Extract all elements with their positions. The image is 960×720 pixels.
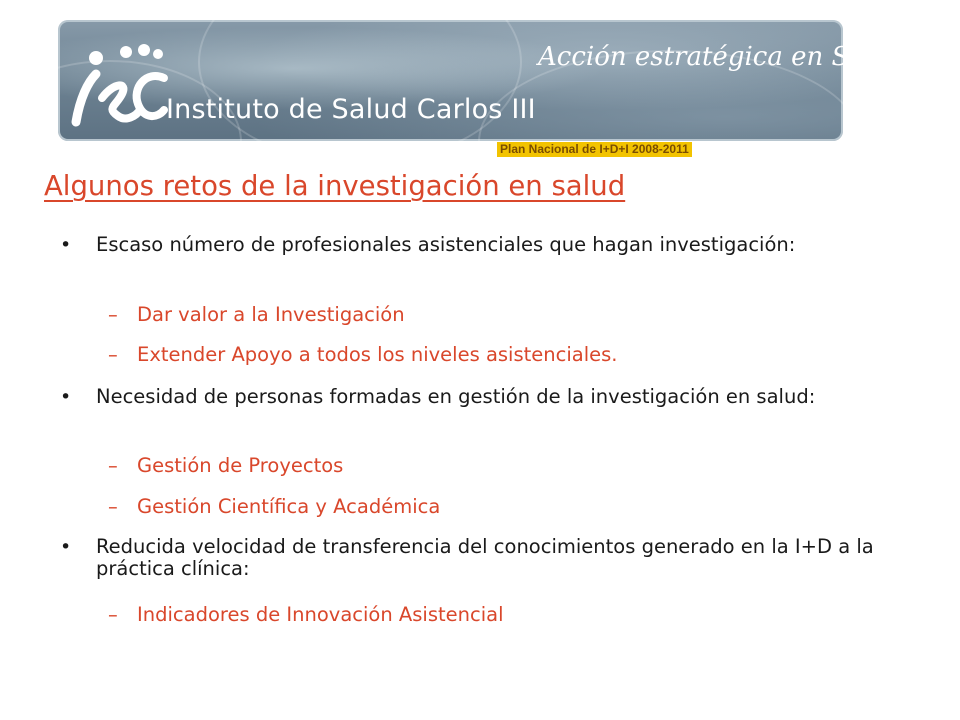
dash-symbol: – — [108, 303, 118, 326]
bullet-symbol: • — [60, 234, 72, 256]
sub-item-text: Extender Apoyo a todos los niveles asistenciales. — [137, 343, 618, 366]
sub-item-text: Gestión Científica y Académica — [137, 495, 441, 518]
bullet-text: Reducida velocidad de transferencia del conocimientos generado en la I+D a la práctica clínica: — [96, 535, 874, 580]
dash-symbol: – — [108, 343, 118, 366]
bullet-text: Escaso número de profesionales asistenciales que hagan investigación: — [96, 233, 796, 256]
header-banner — [58, 20, 907, 141]
bullet-symbol: • — [60, 386, 72, 408]
sub-item-text: Dar valor a la Investigación — [137, 303, 405, 326]
banner-swirl — [198, 0, 522, 164]
dash-symbol: – — [108, 603, 118, 626]
sub-item-text: Gestión de Proyectos — [137, 454, 344, 477]
isciii-logo-icon — [66, 38, 166, 130]
plan-badge: Plan Nacional de I+D+I 2008-2011 — [497, 142, 692, 157]
dash-symbol: – — [108, 454, 118, 477]
institute-name: Instituto de Salud Carlos III — [166, 94, 536, 125]
bullet-text: Necesidad de personas formadas en gestión de la investigación en salud: — [96, 385, 816, 408]
banner-tagline: Acción estratégica en Salud — [538, 42, 907, 72]
slide-title: Algunos retos de la investigación en salud — [44, 170, 626, 202]
sub-item-text: Indicadores de Innovación Asistencial — [137, 603, 504, 626]
bullet-symbol: • — [60, 536, 72, 558]
dash-symbol: – — [108, 495, 118, 518]
